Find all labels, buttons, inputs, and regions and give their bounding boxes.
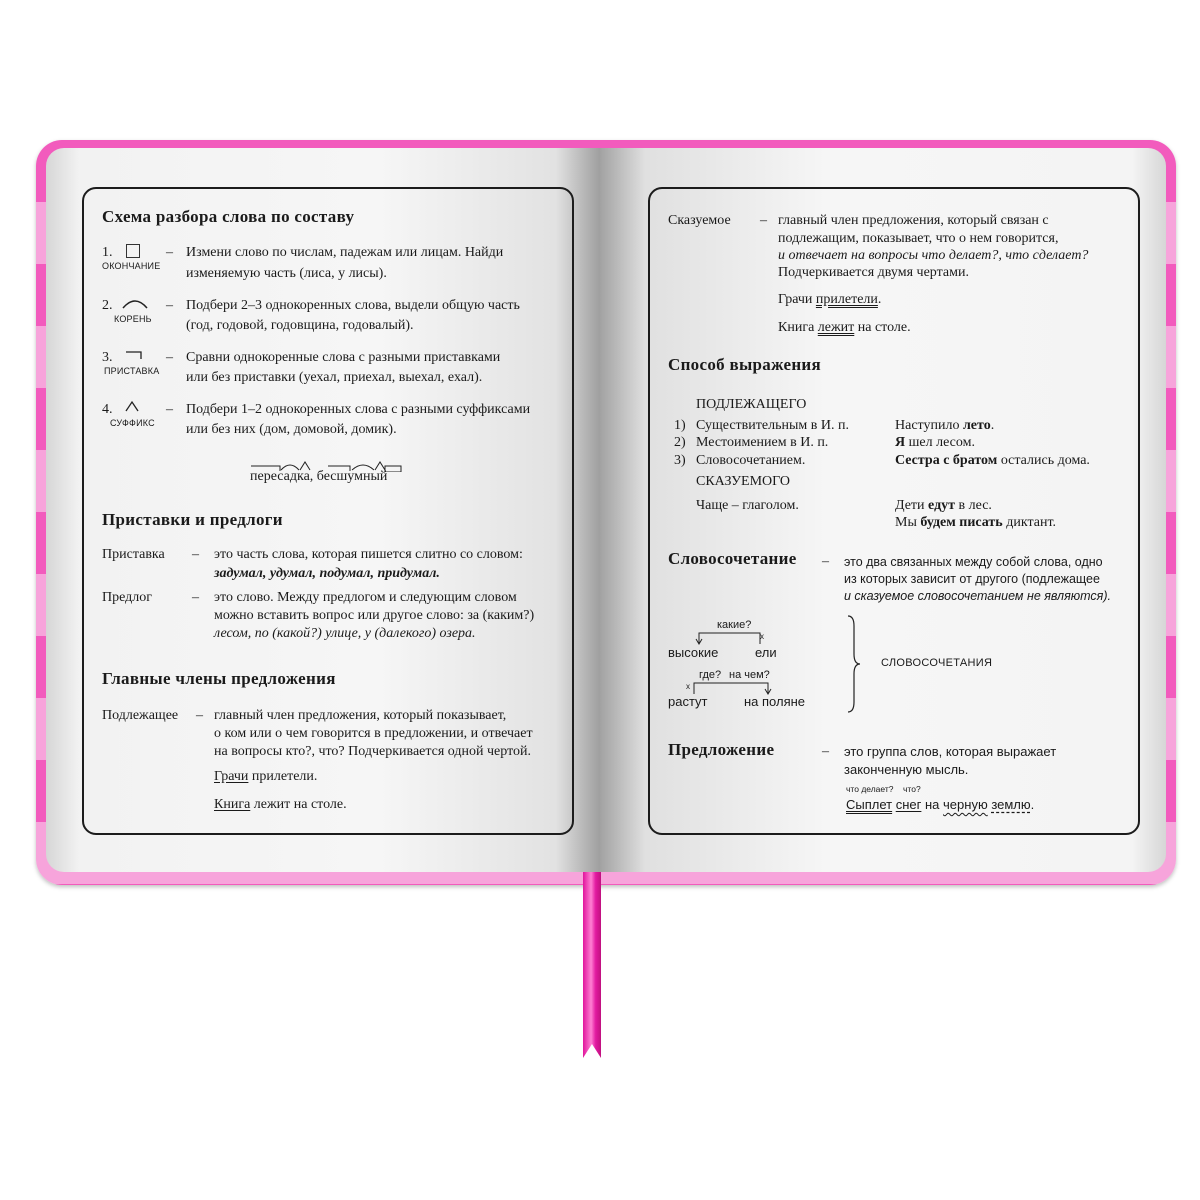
item-number: 2. — [102, 298, 113, 313]
bookmark-ribbon[interactable] — [583, 858, 601, 1058]
section-title-sentence: Предложение — [668, 740, 775, 759]
morpheme-label: ПРИСТАВКА — [104, 366, 160, 376]
phrases-label: СЛОВОСОЧЕТАНИЯ — [881, 657, 993, 669]
term-dash: – — [822, 554, 829, 569]
predicate-expression-example — [895, 513, 1056, 533]
item-text: Измени слово по числам, падежам или лицам. Найди — [186, 245, 504, 260]
question-label: какие? — [717, 619, 752, 631]
phrase-word: высокие — [668, 645, 719, 660]
example-bold: будем писать — [920, 515, 1003, 530]
example-predicate: Сыплет — [846, 797, 893, 812]
example-attribute: черную — [943, 797, 988, 812]
sentence-definition: законченную мысль. — [844, 762, 969, 777]
predicate-definition: и отвечает на вопросы что делает?, что сделает? — [778, 248, 1089, 263]
phrase-word: ели — [755, 645, 777, 660]
x-mark: x — [686, 682, 690, 691]
morpheme-label: СУФФИКС — [110, 418, 155, 428]
prefix-definition: это часть слова, которая пишется слитно со словом: — [214, 547, 523, 562]
term-dash: – — [192, 590, 199, 605]
example-post: диктант. — [1002, 515, 1057, 530]
example-post: . — [990, 418, 995, 433]
phrase-word: растут — [668, 694, 708, 709]
row-example — [895, 433, 975, 453]
ending-symbol-icon — [126, 244, 140, 258]
example-end: на столе. — [854, 320, 911, 335]
item-text: Подбери 1–2 однокоренных слова с разными суффиксами — [186, 402, 531, 417]
term-predicate: Сказуемое — [668, 213, 731, 228]
sentence-example — [846, 795, 1034, 815]
item-text: Подбери 2–3 однокоренных слова, выдели общую часть — [186, 298, 520, 313]
example-object: землю — [991, 797, 1031, 812]
example-bold: едут — [928, 498, 956, 513]
predicate-heading: СКАЗУЕМОГО — [696, 474, 790, 489]
predicate-expression: Чаще – глаголом. — [696, 498, 799, 513]
item-text: Сравни однокоренные слова с разными приставками — [186, 350, 501, 365]
item-dash: – — [166, 402, 173, 417]
section-title-phrase: Словосочетание — [668, 549, 797, 568]
example-start: Грачи — [778, 292, 816, 307]
example-bold: Я — [895, 435, 906, 450]
subject-definition: на вопросы кто?, что? Подчеркивается одной чертой. — [214, 744, 532, 759]
phrase-definition: и сказуемое словосочетанием не являются). — [844, 589, 1111, 603]
section-title-expression: Способ выражения — [668, 355, 822, 374]
example-rest: лежит на столе. — [250, 797, 347, 812]
example-predicate: лежит — [817, 320, 855, 335]
morpheme-example: пересадка, бесшумный — [250, 469, 388, 484]
example-subject: Грачи — [214, 769, 249, 784]
example-rest: прилетели. — [248, 769, 318, 784]
subject-definition: главный член предложения, который показывает, — [214, 708, 507, 723]
question-label: что? — [903, 784, 921, 794]
section-title-prefixes: Приставки и предлоги — [102, 510, 283, 529]
subject-example — [214, 795, 347, 815]
item-dash: – — [166, 350, 173, 365]
item-number: 4. — [102, 402, 113, 417]
sentence-definition: это группа слов, которая выражает — [844, 744, 1057, 759]
term-prefix: Приставка — [102, 547, 165, 562]
example-pre: Дети — [895, 498, 929, 513]
morpheme-label: КОРЕНЬ — [114, 314, 152, 324]
prefix-symbol-icon — [124, 350, 144, 360]
example-middle: на — [921, 797, 944, 812]
example-start: Книга — [778, 320, 818, 335]
curly-brace-icon — [845, 614, 863, 714]
predicate-example — [778, 318, 911, 338]
predicate-example — [778, 290, 881, 310]
preposition-definition: лесом, по (какой?) улице, у (далекого) озера. — [214, 626, 476, 641]
item-dash: – — [166, 245, 173, 260]
example-bold: Сестра с братом — [895, 453, 998, 468]
predicate-definition: главный член предложения, который связан с — [778, 213, 1049, 228]
subject-heading: ПОДЛЕЖАЩЕГО — [696, 397, 807, 412]
question-label: на чем? — [729, 669, 770, 681]
example-end: . — [877, 292, 882, 307]
item-text: или без них (дом, домовой, домик). — [186, 422, 397, 437]
suffix-symbol-icon — [124, 400, 140, 412]
morpheme-label: ОКОНЧАНИЕ — [102, 261, 161, 271]
example-predicate: прилетели — [815, 292, 878, 307]
row-description: Местоимением в И. п. — [696, 435, 829, 450]
subject-example — [214, 767, 317, 787]
term-dash: – — [822, 744, 829, 759]
term-dash: – — [760, 213, 767, 228]
root-arc-icon — [120, 296, 150, 310]
row-number: 3) — [674, 453, 686, 468]
prefix-examples: задумал, удумал, подумал, придумал. — [214, 566, 440, 581]
x-mark: x — [760, 632, 764, 641]
example-post: шел лесом. — [905, 435, 975, 450]
row-description: Словосочетанием. — [696, 453, 806, 468]
row-description: Существительным в И. п. — [696, 418, 849, 433]
section-title-word-structure: Схема разбора слова по составу — [102, 207, 355, 226]
phrase-definition-line: из которых зависит от другого (подлежащее — [844, 572, 1100, 586]
example-post: остались дома. — [997, 453, 1090, 468]
phrase-word: на поляне — [744, 694, 806, 709]
item-text: (год, годовой, годовщина, годовалый). — [186, 318, 414, 333]
term-subject: Подлежащее — [102, 708, 179, 723]
question-label: где? — [699, 669, 722, 681]
item-number: 1. — [102, 245, 113, 260]
item-text: или без приставки (уехал, приехал, выехал, ехал). — [186, 370, 483, 385]
predicate-definition: Подчеркивается двумя чертами. — [778, 265, 969, 280]
question-label: что делает? — [846, 784, 894, 794]
item-dash: – — [166, 298, 173, 313]
example-subject: Книга — [214, 797, 251, 812]
subject-definition: о ком или о чем говорится в предложении, и отвечает — [214, 726, 533, 741]
phrase-definition: это два связанных между собой слова, одно — [844, 555, 1103, 569]
term-dash: – — [196, 708, 203, 723]
item-text: изменяемую часть (лиса, у лисы). — [186, 266, 387, 281]
row-number: 2) — [674, 435, 686, 450]
example-bold: лето — [962, 418, 991, 433]
term-preposition: Предлог — [102, 590, 152, 605]
term-dash: – — [192, 547, 199, 562]
row-example — [895, 451, 1090, 471]
example-pre: Наступило — [895, 418, 963, 433]
example-end: . — [1030, 797, 1035, 812]
example-subject: снег — [895, 797, 922, 812]
preposition-definition: это слово. Между предлогом и следующим словом — [214, 590, 517, 605]
row-number: 1) — [674, 418, 686, 433]
preposition-definition: можно вставить вопрос или другое слово: за (каким?) — [214, 608, 535, 623]
example-post: в лес. — [955, 498, 992, 513]
predicate-definition: подлежащим, показывает, что о нем говорится, — [778, 231, 1059, 246]
section-title-main-members: Главные члены предложения — [102, 669, 336, 688]
example-pre: Мы — [895, 515, 921, 530]
item-number: 3. — [102, 350, 113, 365]
